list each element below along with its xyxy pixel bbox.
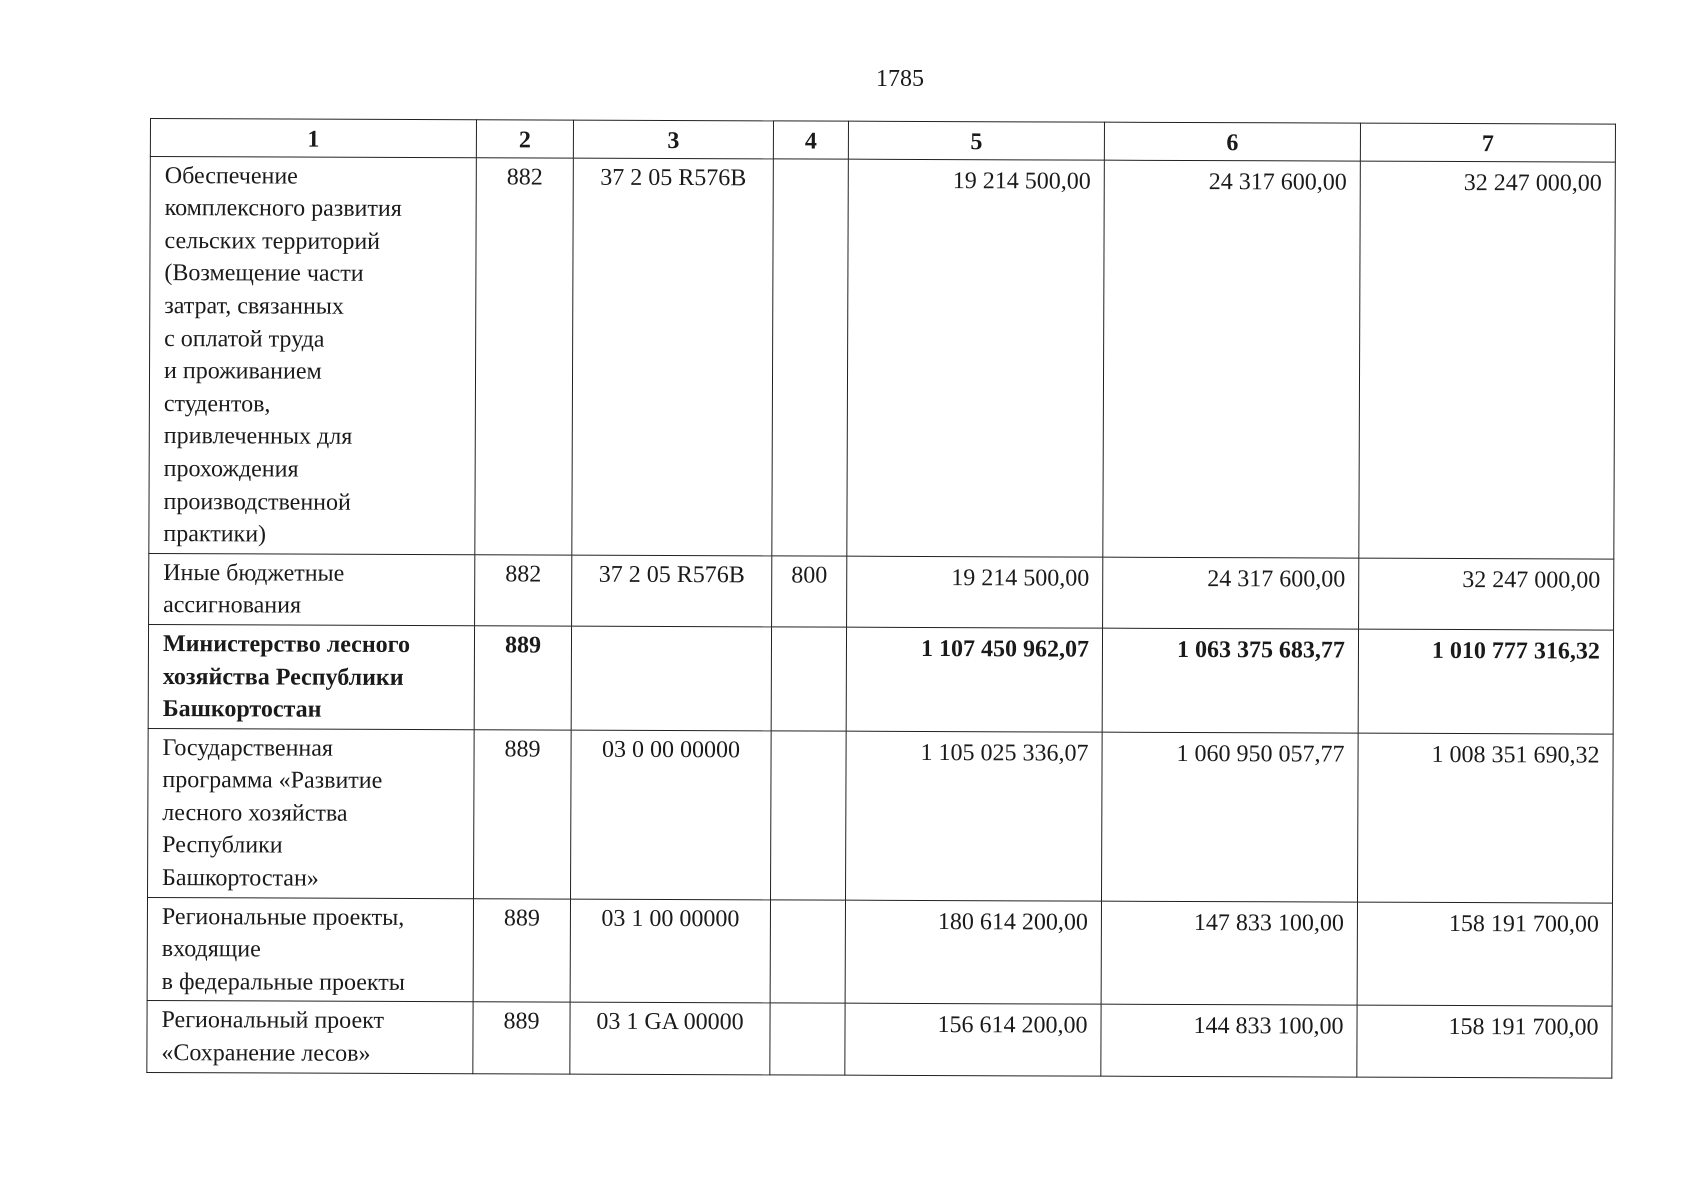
cell-name-line: затрат, связанных	[164, 293, 344, 320]
cell-amount-1: 156 614 200,00	[845, 1004, 1101, 1076]
table-row	[148, 728, 1614, 903]
cell-expense-type	[771, 627, 846, 731]
cell-target-article: 03 0 00 00000	[571, 730, 772, 900]
cell-amount-3: 158 191 700,00	[1357, 1006, 1612, 1078]
cell-amount-3: 1 008 351 690,32	[1357, 733, 1613, 903]
cell-amount-1: 19 214 500,00	[847, 159, 1105, 557]
cell-name	[148, 624, 474, 729]
cell-amount-1: 180 614 200,00	[845, 900, 1101, 1005]
table-body	[147, 156, 1616, 1078]
cell-name-line: и проживанием	[163, 358, 322, 385]
table-row	[148, 624, 1613, 733]
cell-amount-2: 144 833 100,00	[1101, 1005, 1357, 1077]
table-row	[147, 897, 1612, 1006]
cell-name-line: Башкортостан»	[162, 865, 319, 892]
cell-amount-3: 1 010 777 316,32	[1358, 629, 1613, 734]
column-header: 7	[1360, 123, 1615, 162]
cell-name-line: Обеспечение	[164, 162, 298, 190]
column-header: 5	[848, 121, 1104, 160]
cell-expense-type	[770, 1003, 845, 1074]
cell-name-line: Башкортостан	[162, 696, 322, 723]
cell-code: 889	[473, 898, 570, 1002]
column-header: 1	[150, 119, 476, 158]
header-row	[150, 119, 1615, 162]
cell-name	[149, 156, 477, 554]
page-number: 1785	[876, 66, 924, 92]
budget-table	[146, 118, 1616, 1078]
cell-name	[149, 553, 475, 625]
cell-expense-type	[771, 731, 847, 900]
cell-expense-type	[772, 158, 849, 555]
cell-amount-2: 1 063 375 683,77	[1102, 628, 1358, 733]
cell-name-line: хозяйства Республики	[162, 663, 404, 691]
cell-amount-1: 19 214 500,00	[847, 556, 1103, 628]
cell-amount-3: 32 247 000,00	[1359, 558, 1614, 630]
cell-code: 889	[474, 729, 572, 898]
cell-name-line: лесного хозяйства	[162, 799, 348, 827]
cell-target-article	[571, 626, 771, 731]
cell-amount-2: 24 317 600,00	[1103, 557, 1359, 629]
cell-name-line: Иные бюджетные	[163, 559, 345, 587]
cell-name-line: ассигнования	[163, 592, 302, 619]
cell-name-line: Региональный проект	[161, 1007, 385, 1035]
cell-name-line: с оплатой труда	[164, 325, 325, 353]
cell-target-article: 03 1 00 00000	[570, 899, 770, 1004]
cell-amount-2: 1 060 950 057,77	[1102, 732, 1359, 902]
cell-code: 889	[473, 1002, 570, 1074]
cell-amount-1: 1 107 450 962,07	[846, 627, 1102, 732]
cell-name-line: производственной	[163, 488, 351, 516]
cell-name-line: Государственная	[162, 734, 334, 762]
cell-target-article: 37 2 05 R576B	[572, 555, 772, 627]
cell-name-line: в федеральные проекты	[161, 968, 405, 996]
cell-name-line: сельских территорий	[164, 227, 381, 255]
cell-name-line: входящие	[161, 936, 261, 963]
cell-name-line: прохождения	[163, 455, 299, 483]
cell-name-line: Региональные проекты,	[161, 903, 405, 931]
cell-target-article: 37 2 05 R576B	[572, 158, 774, 556]
cell-amount-2: 24 317 600,00	[1103, 160, 1361, 558]
cell-expense-type	[770, 900, 845, 1004]
cell-name-line: Министерство лесного	[162, 630, 411, 658]
cell-code: 889	[474, 626, 571, 730]
cell-amount-2: 147 833 100,00	[1101, 901, 1357, 1006]
column-header: 4	[773, 121, 848, 159]
cell-name-line: комплексного развития	[164, 195, 402, 223]
cell-name-line: студентов,	[163, 390, 271, 418]
cell-name-line: «Сохранение лесов»	[161, 1040, 371, 1067]
cell-code: 882	[475, 157, 574, 554]
cell-amount-3: 158 191 700,00	[1357, 902, 1612, 1007]
column-header: 2	[476, 120, 573, 158]
table-row	[147, 1001, 1612, 1078]
cell-name-line: привлеченных для	[163, 423, 353, 451]
cell-amount-3: 32 247 000,00	[1359, 161, 1616, 559]
cell-target-article: 03 1 GA 00000	[570, 1003, 770, 1075]
cell-code: 882	[475, 554, 572, 626]
cell-name-line: программа «Развитие	[162, 767, 383, 795]
cell-name	[147, 1001, 473, 1073]
cell-name-line: Республики	[162, 832, 283, 859]
cell-name-line: практики)	[163, 521, 267, 548]
table-row	[149, 156, 1616, 559]
table-row	[149, 553, 1614, 630]
column-header: 3	[573, 120, 773, 158]
cell-name	[147, 897, 473, 1002]
cell-amount-1: 1 105 025 336,07	[846, 731, 1103, 901]
column-header: 6	[1104, 122, 1360, 161]
cell-expense-type: 800	[772, 556, 847, 627]
cell-name	[148, 728, 475, 898]
cell-name-line: (Возмещение части	[164, 260, 364, 288]
